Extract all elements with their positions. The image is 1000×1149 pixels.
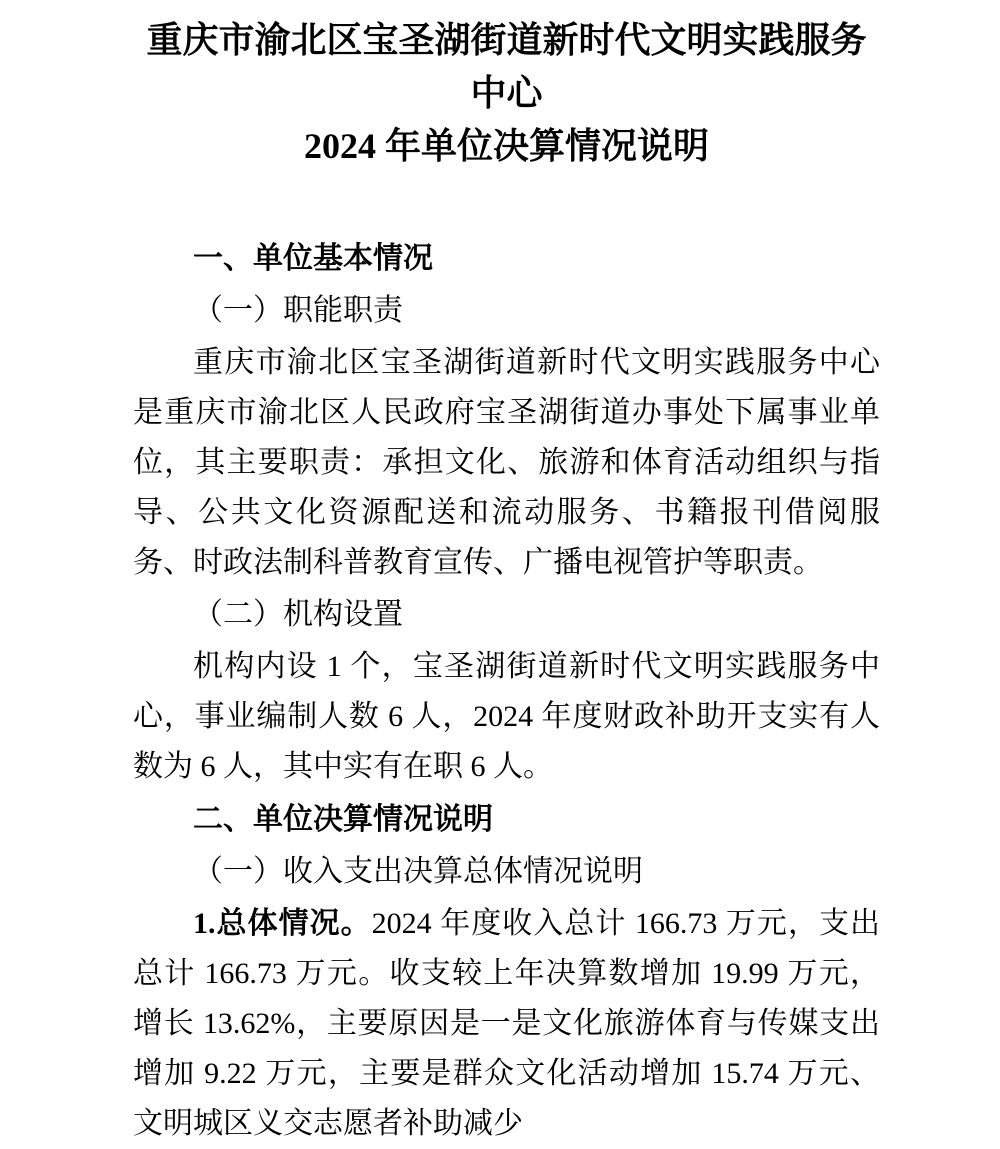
title-spacer bbox=[133, 173, 880, 231]
section1-sub2-paragraph: 机构内设 1 个，宝圣湖街道新时代文明实践服务中心，事业编制人数 6 人，2024 年度财政补助开支实有人数为 6 人，其中实有在职 6 人。 bbox=[133, 650, 880, 783]
paragraph-rest: 2024 年度收入总计 166.73 万元，支出总计 166.73 万元。收支较上年决算数增加 19.99 万元，增长 13.62%，主要原因是一是文化旅游体育与传媒支出增加 9.22 万元，主要是群众文化活动增加 15.74 万元、文明城区义交志愿者补助减少 bbox=[133, 907, 881, 1140]
paragraph-lead-bold: 1.总体情况。 bbox=[193, 907, 372, 940]
section2-sub1-heading: （一）收入支出决算总体情况说明 bbox=[193, 855, 643, 888]
section1-heading: 一、单位基本情况 bbox=[193, 242, 433, 275]
document-title-line1: 重庆市渝北区宝圣湖街道新时代文明实践服务 bbox=[146, 20, 867, 60]
section1-sub1-heading: （一）职能职责 bbox=[193, 294, 403, 327]
document-title bbox=[133, 14, 880, 173]
section1-sub2-heading: （二）机构设置 bbox=[193, 598, 403, 631]
section1-sub1-paragraph: 重庆市渝北区宝圣湖街道新时代文明实践服务中心是重庆市渝北区人民政府宝圣湖街道办事处下属事业单位，其主要职责：承担文化、旅游和体育活动组织与指导、公共文化资源配送和流动服务、书籍报刊借阅服务、时政法制科普教育宣传、广播电视管护等职责。 bbox=[133, 346, 880, 579]
document-title-line3: 2024 年单位决算情况说明 bbox=[303, 126, 709, 166]
section2-sub1-paragraph bbox=[133, 897, 880, 1149]
document-title-line2: 中心 bbox=[470, 73, 543, 113]
section2-heading: 二、单位决算情况说明 bbox=[193, 803, 493, 836]
